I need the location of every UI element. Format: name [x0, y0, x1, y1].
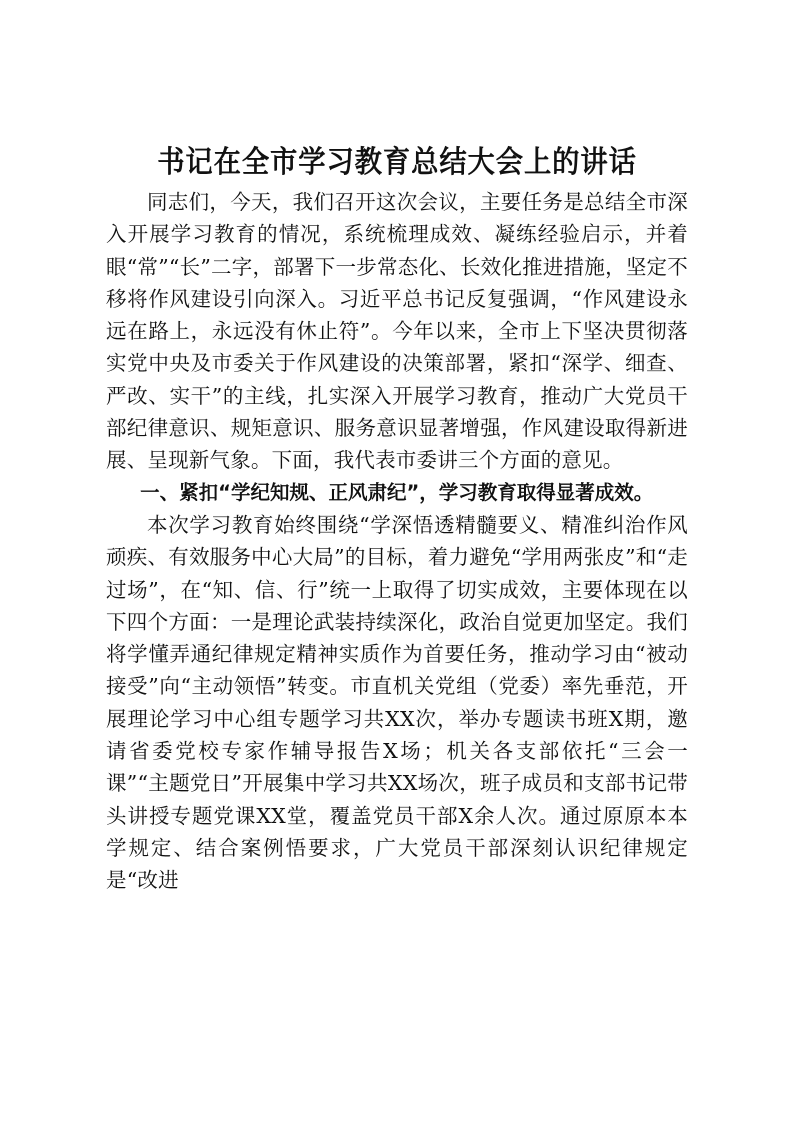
document-page [106, 140, 688, 897]
intro-paragraph: 同志们，今天，我们召开这次会议，主要任务是总结全市深入开展学习教育的情况，系统梳理成效、凝练经验启示，并着眼“常”“长”二字，部署下一步常态化、长效化推进措施，坚定不移将作风建设引向深入。习近平总书记反复强调，“作风建设永远在路上，永远没有休止符”。今年以来，全市上下坚决贯彻落实党中央及市委关于作风建设的决策部署，紧扣“深学、细查、严改、实干”的主线，扎实深入开展学习教育，推动广大党员干部纪律意识、规矩意识、服务意识显著增强，作风建设取得新进展、呈现新气象。下面，我代表市委讲三个方面的意见。 [106, 190, 688, 473]
document-title: 书记在全市学习教育总结大会上的讲话 [157, 145, 637, 180]
body-paragraph: 本次学习教育始终围绕“学深悟透精髓要义、精准纠治作风顽疾、有效服务中心大局”的目标，着力避免“学用两张皮”和“走过场”，在“知、信、行”统一上取得了切实成效，主要体现在以下四个方面：一是理论武装持续深化，政治自觉更加坚定。我们将学懂弄通纪律规定精神实质作为首要任务，推动学习由“被动接受”向“主动领悟”转变。市直机关党组（党委）率先垂范，开展理论学习中心组专题学习共XX次，举办专题读书班X期，邀请省委党校专家作辅导报告X场；机关各支部依托“三会一课”“主题党日”开展集中学习共XX场次，班子成员和支部书记带头讲授专题党课XX堂，覆盖党员干部X余人次。通过原原本本学规定、结合案例悟要求，广大党员干部深刻认识纪律规定是“改进 [106, 512, 688, 893]
section-heading: 一、紧扣“学纪知规、正风肃纪”，学习教育取得显著成效。 [140, 480, 654, 504]
